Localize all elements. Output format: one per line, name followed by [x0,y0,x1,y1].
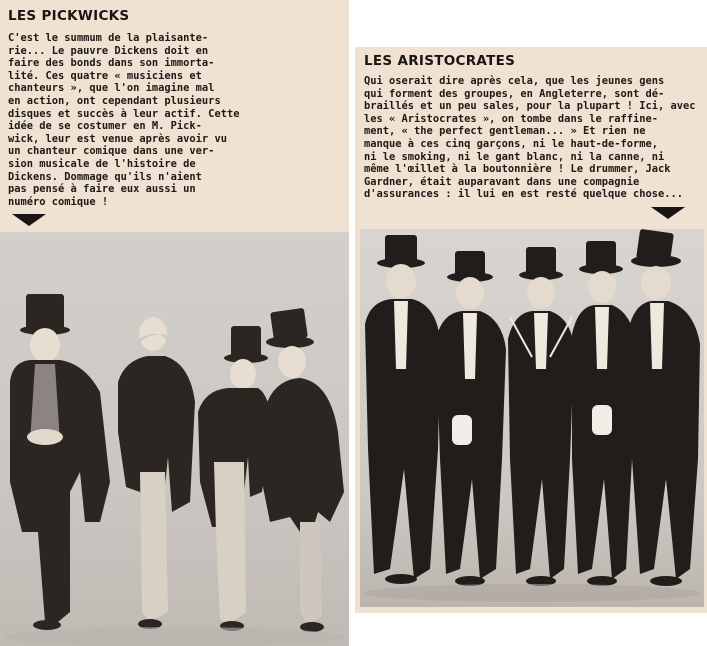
article-body [364,75,702,201]
article-line: disques et succès à leur actif. Cette [8,107,240,120]
band-photo-aristocrates [360,229,704,607]
article-line: ment, « the perfect gentleman... » Et rien ne [364,125,646,138]
band-photo-pickwicks [0,232,349,646]
article-line: rie... Le pauvre Dickens doit en [8,44,209,57]
article-clipping-aristocrates [355,47,707,613]
article-line: C'est le summum de la plaisante- [8,32,209,44]
article-body [8,32,342,208]
article-clipping-pickwicks [0,0,349,646]
arrow-down-icon [12,214,46,226]
article-line: idée de se costumer en M. Pick- [8,120,202,133]
article-line: chanteurs », que l'on imagine mal [8,82,215,95]
article-line: les « Aristocrates », on tombe dans le raffine- [364,112,659,125]
article-line: Qui oserait dire après cela, que les jeunes gens [364,75,665,87]
article-line: un chanteur comique dans une ver- [8,145,215,158]
article-line: sion musicale de l'histoire de [8,157,196,170]
article-title: LES PICKWICKS [8,8,130,24]
article-line: braillés et un peu sales, pour la plupart ! Ici, avec [364,100,696,113]
article-line: ni le smoking, ni le gant blanc, ni la canne, ni [364,150,665,163]
article-line: qui forment des groupes, en Angleterre, sont dé- [364,87,665,100]
band-photo-image [0,232,349,646]
article-line: manque à ces cinq garçons, ni le haut-de-forme, [364,137,659,150]
article-line: lité. Ces quatre « musiciens et [8,69,202,82]
article-line: même l'œillet à la boutonnière ! Le drummer, Jack [364,163,671,176]
article-line: en action, ont cependant plusieurs [8,94,221,107]
article-line: d'assurances : il lui en est resté quelque chose... [364,188,684,201]
article-line: wick, leur est venue après avoir vu [8,132,227,145]
article-line: pas pensé à faire eux aussi un [8,183,196,196]
article-title: LES ARISTOCRATES [364,53,516,69]
article-line: numéro comique ! [8,195,109,208]
arrow-down-icon [651,207,685,219]
band-photo-image [360,229,704,607]
article-line: Gardner, était auparavant dans une compagnie [364,175,640,188]
article-line: Dickens. Dommage qu'ils n'aient [8,170,202,183]
article-line: faire des bonds dans son immorta- [8,57,215,70]
